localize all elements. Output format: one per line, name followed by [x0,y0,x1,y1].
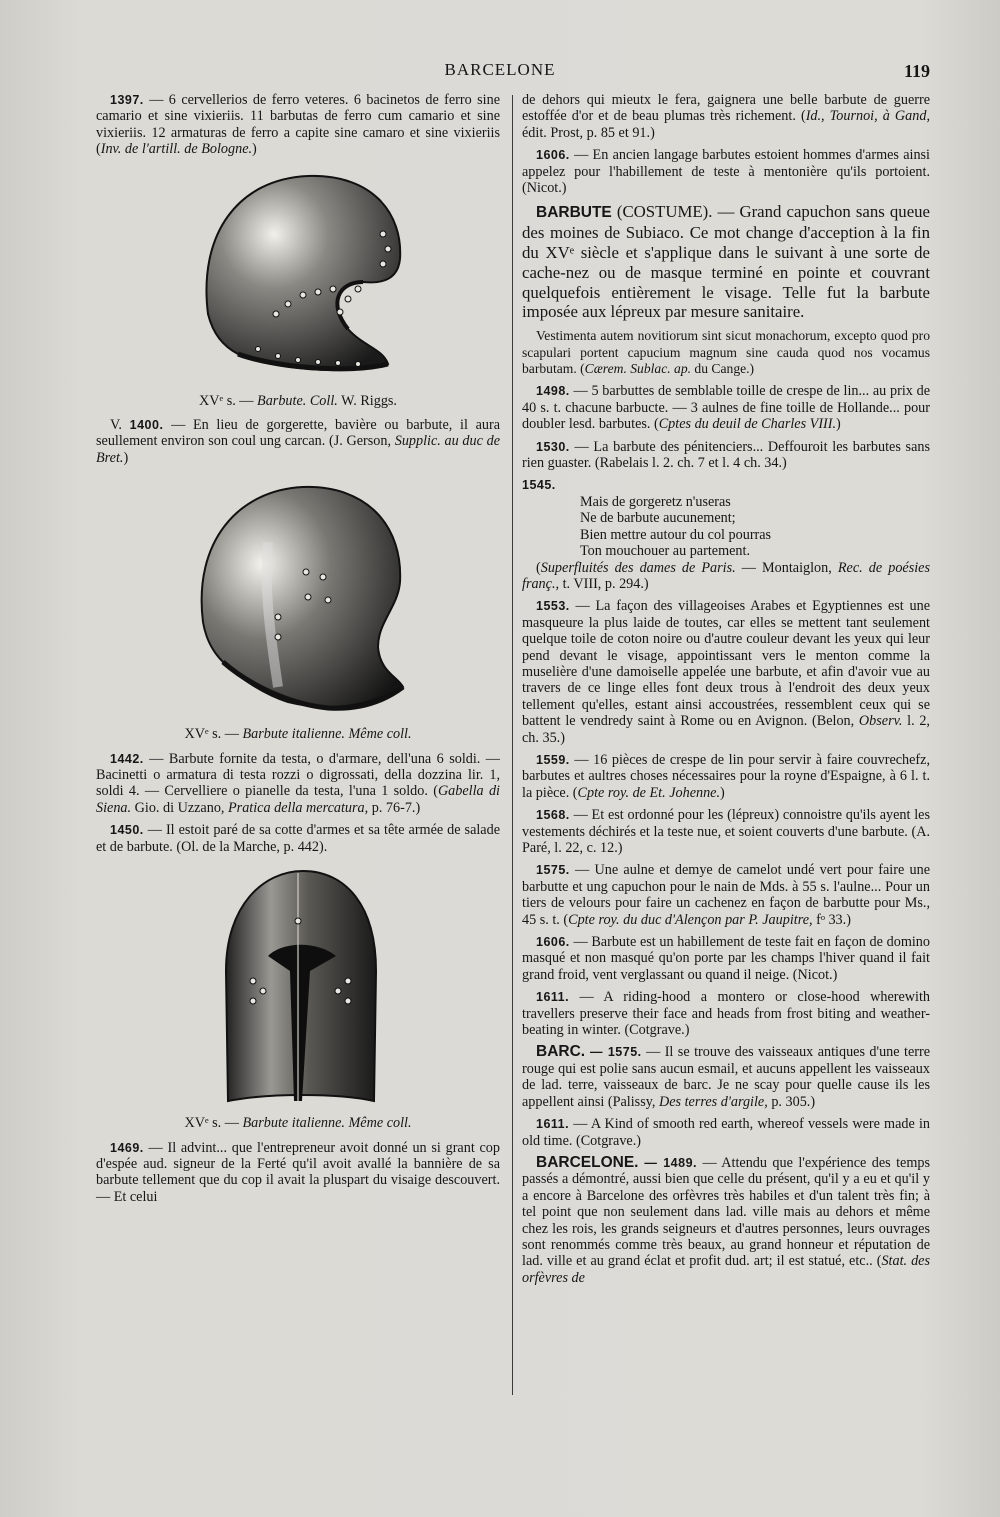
running-title: BARCELONE [444,60,556,79]
right-column [522,92,930,1292]
entry-1559: 1559. — 16 pièces de crespe de lin pour servir à faire couvrechefz, barbutes et aultres choses nécessaires pour la royne d'Espaigne, à 6 l. t. la pièce. (Cpte roy. de Et. Johenne.) [522,751,930,801]
article-barc: BARC. — 1575. — Il se trouve des vaisseaux antiques d'une terre rouge qui est polie sans aucun esmail, et aucuns appellent les vaisseaux de lad. terre, vaisseaux de barc. Je ne scay pour quelle cause ils les appellent ainsi (Palissy, Des terres d'argile, p. 305.) [522,1043,930,1110]
verse: 1545. Mais de gorgeretz n'useras Ne de barbute aucunement; Bien mettre autour du col pourras Ton mouchouer au partement. [522,478,772,560]
latin-quote: Vestimenta autem novitiorum sint sicut monachorum, excepto quod pro scapulari portent capucium magnum sine cauda quod nos vocamus barbutam. (Cærem. Sublac. ap. du Cange.) [522,328,930,377]
entry-1553: 1553. — La façon des villageoises Arabes et Egyptiennes est une masqueure la plus laide de toutes, car elles se mettent tant seulement quelque toile de coton noire ou d'autre couleur devant les yeux qui leur pend devant le visage, appointissant vers le menton comme la muselière d'une damoiselle appelée une barbute, et afin d'avoir vue au travers de ce linge elles font deux trous à l'endroit des deux yeux tellement qu'elles, estant ainsi accoustrées, ressemblent ceux qui se battent le vendredy saint à Rome ou en Avignon. (Belon, Observ. l. 2, ch. 35.) [522,598,930,746]
entry-1568: 1568. — Et est ordonné pour les (lépreux) connoistre qu'ils ayent les vestements déchirés et la teste nue, et soient couverts d'une barbute. (A. Paré, l. 22, c. 12.) [522,807,930,856]
figure-caption-3: XVᵉ s. — Barbute italienne. Même coll. [184,1115,412,1132]
entry-1450: 1450. — Il estoit paré de sa cotte d'armes et sa tête armée de salade et de barbute. (Ol. de la Marche, p. 442). [96,822,500,855]
figure-caption-1: XVᵉ s. — Barbute. Coll. W. Riggs. [199,392,397,409]
column-divider [512,95,513,1395]
entry-1545 [522,477,930,592]
article-barbute-costume: BARBUTE (COSTUME). — Grand capuchon sans queue des moines de Subiaco. Ce mot change d'acception à la fin du XVᵉ siècle et s'applique dans le suivant à une sorte de cache-nez ou de masque terminé en pointe et couvrant quelquefois entièrement le visage. Telle fut la barbute imposée aux lépreux par mesure sanitaire. [522,202,930,322]
barbute-helmet-illustration-2 [178,472,418,722]
entry-1611-b: 1611. — A Kind of smooth red earth, whereof vessels were made in old time. (Cotgrave.) [522,1116,930,1149]
figure-barbute-riggs [96,164,500,409]
figure-caption-2: XVᵉ s. — Barbute italienne. Même coll. [184,726,412,743]
entry-1611-a: 1611. — A riding-hood a montero or close-hood wherewith travellers preserve their face and heads from frost biting and weather-beating in winter. (Cotgrave.) [522,989,930,1039]
entry-1442: 1442. — Barbute fornite da testa, o d'armare, dell'una 6 soldi. — Bacinetti o armatura di testa rozzi o digrossati, della dozzina lir. 1, soldi 4. — Cervelliere o pianelle da testa, l'una 1 soldo. (Gabella di Siena. Gio. di Uzzano, Pratica della mercatura, p. 76-7.) [96,750,500,816]
entry-1397: 1397. — 6 cervellerios de ferro veteres. 6 bacinetos de ferro sine camario et sine vixieriis. 11 barbutas de ferro cum camario et sine vixieriis. 12 armaturas de ferro a capite sine camaro et sine vixieriis (Inv. de l'artill. de Bologne.) [96,92,500,158]
figure-barbute-italienne-1 [96,472,500,742]
entry-1606-b: 1606. — Barbute est un habillement de teste fait en façon de domino masqué et non masqué qu'on porte par les champs l'hiver quand il fait grand froid, vent verglassant ou quand il neige. (Nicot.) [522,934,930,983]
entry-1400: V. 1400. — En lieu de gorgerette, bavière ou barbute, il aura seullement environ son coul ung carcan. (J. Gerson, Supplic. au duc de Bret.) [96,417,500,466]
entry-1606-a: 1606. — En ancien langage barbutes estoient hommes d'armes ainsi appelez pour l'habillement de teste à mentonière qu'ils portoient. (Nicot.) [522,147,930,197]
article-barcelone: BARCELONE. — 1489. — Attendu que l'expérience des temps passés a démontré, aussi bien que celle du présent, qu'il y a eu et qu'il y a encore à Barcelone des orfèvres très habiles et d'un talent très fin; à tel point que non seulement dans lad. ville mais au dehors et même chez les rois, les grands seigneurs et d'autres personnes, leurs ouvrages sont renommés comme très beaux, au grand honneur et réputation de lad. ville et au grand éclat et profit dud. art; il est statué, etc.. (Stat. des orfèvres de [522,1153,931,1286]
entry-1469-continued: de dehors qui mieutx le fera, gaignera une belle barbute de guerre estoffée d'or et de beau plumas très richement. (Id., Tournoi, à Gand, édit. Prost, p. 85 et 91.) [522,92,930,141]
left-column [96,92,500,1211]
entry-1530: 1530. — La barbute des pénitenciers... Deffouroit les barbutes sans rien guaster. (Rabelais l. 2. ch. 7 et l. 4 ch. 34.) [522,438,930,472]
entry-1469: 1469. — Il advint... que l'entrepreneur avoit donné un si grant cop d'espée aud. signeur de la Ferté qu'il avoit avallé la bannière de sa barbute tellement que du cop il avait la pluspart du visaige descouvert. — Et celui [96,1139,500,1205]
page-number: 119 [903,61,930,81]
entry-1498: 1498. — 5 barbuttes de semblable toille de crespe de lin... au prix de 40 s. t. chacune barbucte. — 3 aulnes de fine toille de Hollande... pour doubler lesd. barbutes. (Cptes du deuil de Charles VIII.) [522,383,930,433]
entry-1575: 1575. — Une aulne et demye de camelot undé vert pour faire une barbutte et ung capuchon pour le nain de Mds. à 55 s. l'aulne... Pour un tiers de velours pour faire un cachenez en façon de barbutte pour Ms., 45 s. t. (Cpte roy. du duc d'Alençon par P. Jaupitre, fᵒ 33.) [522,862,930,928]
barbute-helmet-illustration-1 [178,164,418,389]
barbute-helmet-illustration-3 [198,861,398,1111]
figure-barbute-italienne-2 [96,861,500,1131]
verse-source: (Superfluités des dames de Paris. — Montaiglon, Rec. de poésies franç., t. VIII, p. 294.) [522,559,930,592]
